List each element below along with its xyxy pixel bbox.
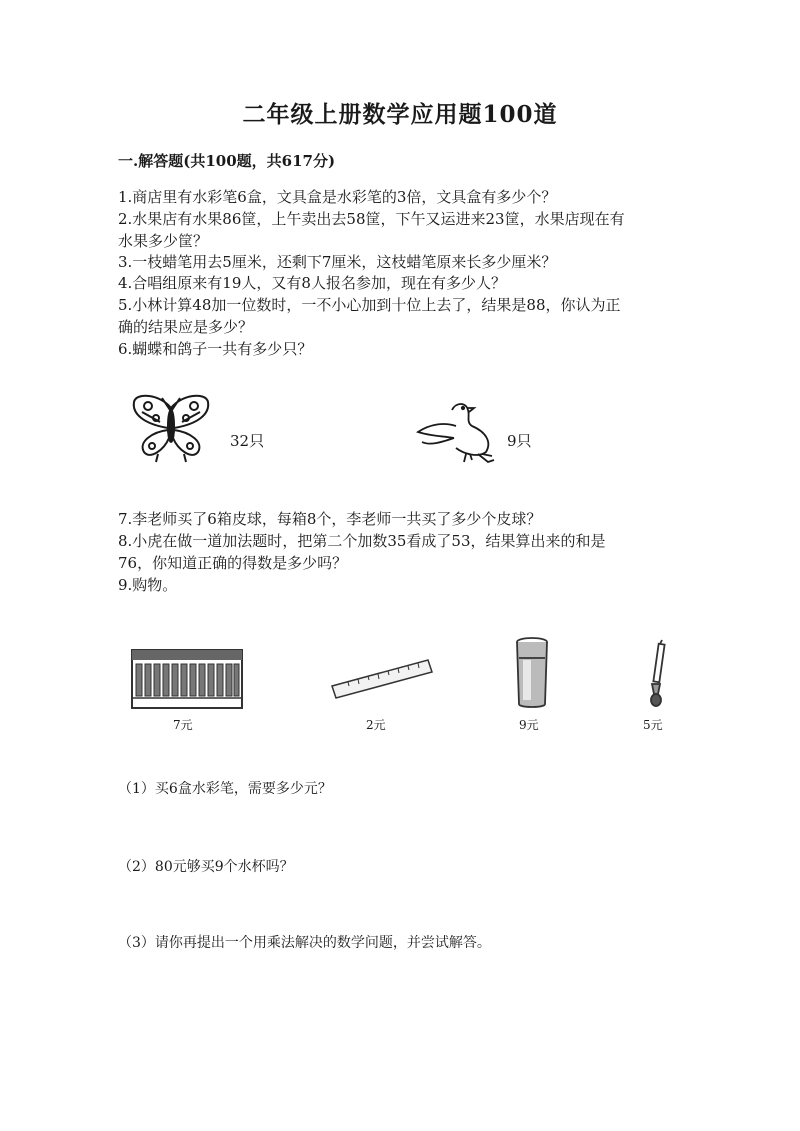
brush-icon <box>640 638 668 710</box>
cup-icon <box>514 636 550 710</box>
ruler-price: 2元 <box>366 718 386 732</box>
question-3: 3.一枝蜡笔用去5厘米，还剩下7厘米，这枝蜡笔原来长多少厘米？ <box>118 253 557 271</box>
question-1: 1.商店里有水彩笔6盒，文具盒是水彩笔的3倍，文具盒有多少个？ <box>118 188 557 206</box>
butterfly-count-label: 32只 <box>230 432 265 450</box>
subquestion-1: （1）买6盒水彩笔，需要多少元？ <box>118 781 332 797</box>
subquestion-2: （2）80元够买9个水杯吗？ <box>118 859 294 875</box>
question-5-line-2: 确的结果应是多少？ <box>118 318 254 336</box>
question-9: 9.购物。 <box>118 576 178 594</box>
question-5-line-1: 5.小林计算48加一位数时，一不小心加到十位上去了，结果是88，你认为正 <box>118 296 621 314</box>
question-2-line-2: 水果多少筐？ <box>118 232 209 250</box>
pigeon-count-label: 9只 <box>507 432 532 450</box>
question-7: 7.李老师买了6箱皮球，每箱8个，李老师一共买了多少个皮球？ <box>118 510 542 528</box>
question-8-line-1: 8.小虎在做一道加法题时，把第二个加数35看成了53，结果算出来的和是 <box>118 532 606 550</box>
question-2-line-1: 2.水果店有水果86筐，上午卖出去58筐，下午又运进来23筐，水果店现在有 <box>118 210 625 228</box>
question-6: 6.蝴蝶和鸽子一共有多少只？ <box>118 340 313 358</box>
subquestion-3: （3）请你再提出一个用乘法解决的数学问题，并尝试解答。 <box>118 935 491 951</box>
butterfly-icon <box>130 392 212 464</box>
question-8-line-2: 76，你知道正确的得数是多少吗？ <box>118 554 348 572</box>
marker-price: 7元 <box>173 718 193 732</box>
pigeon-icon <box>416 396 500 466</box>
section-heading: 一.解答题(共100题，共617分) <box>118 152 336 170</box>
question-4: 4.合唱组原来有19人，又有8人报名参加，现在有多少人？ <box>118 274 506 292</box>
marker-box-icon <box>130 648 244 712</box>
cup-price: 9元 <box>519 718 539 732</box>
page-title: 二年级上册数学应用题100道 <box>242 101 558 128</box>
ruler-icon <box>328 656 436 702</box>
brush-price: 5元 <box>643 718 663 732</box>
